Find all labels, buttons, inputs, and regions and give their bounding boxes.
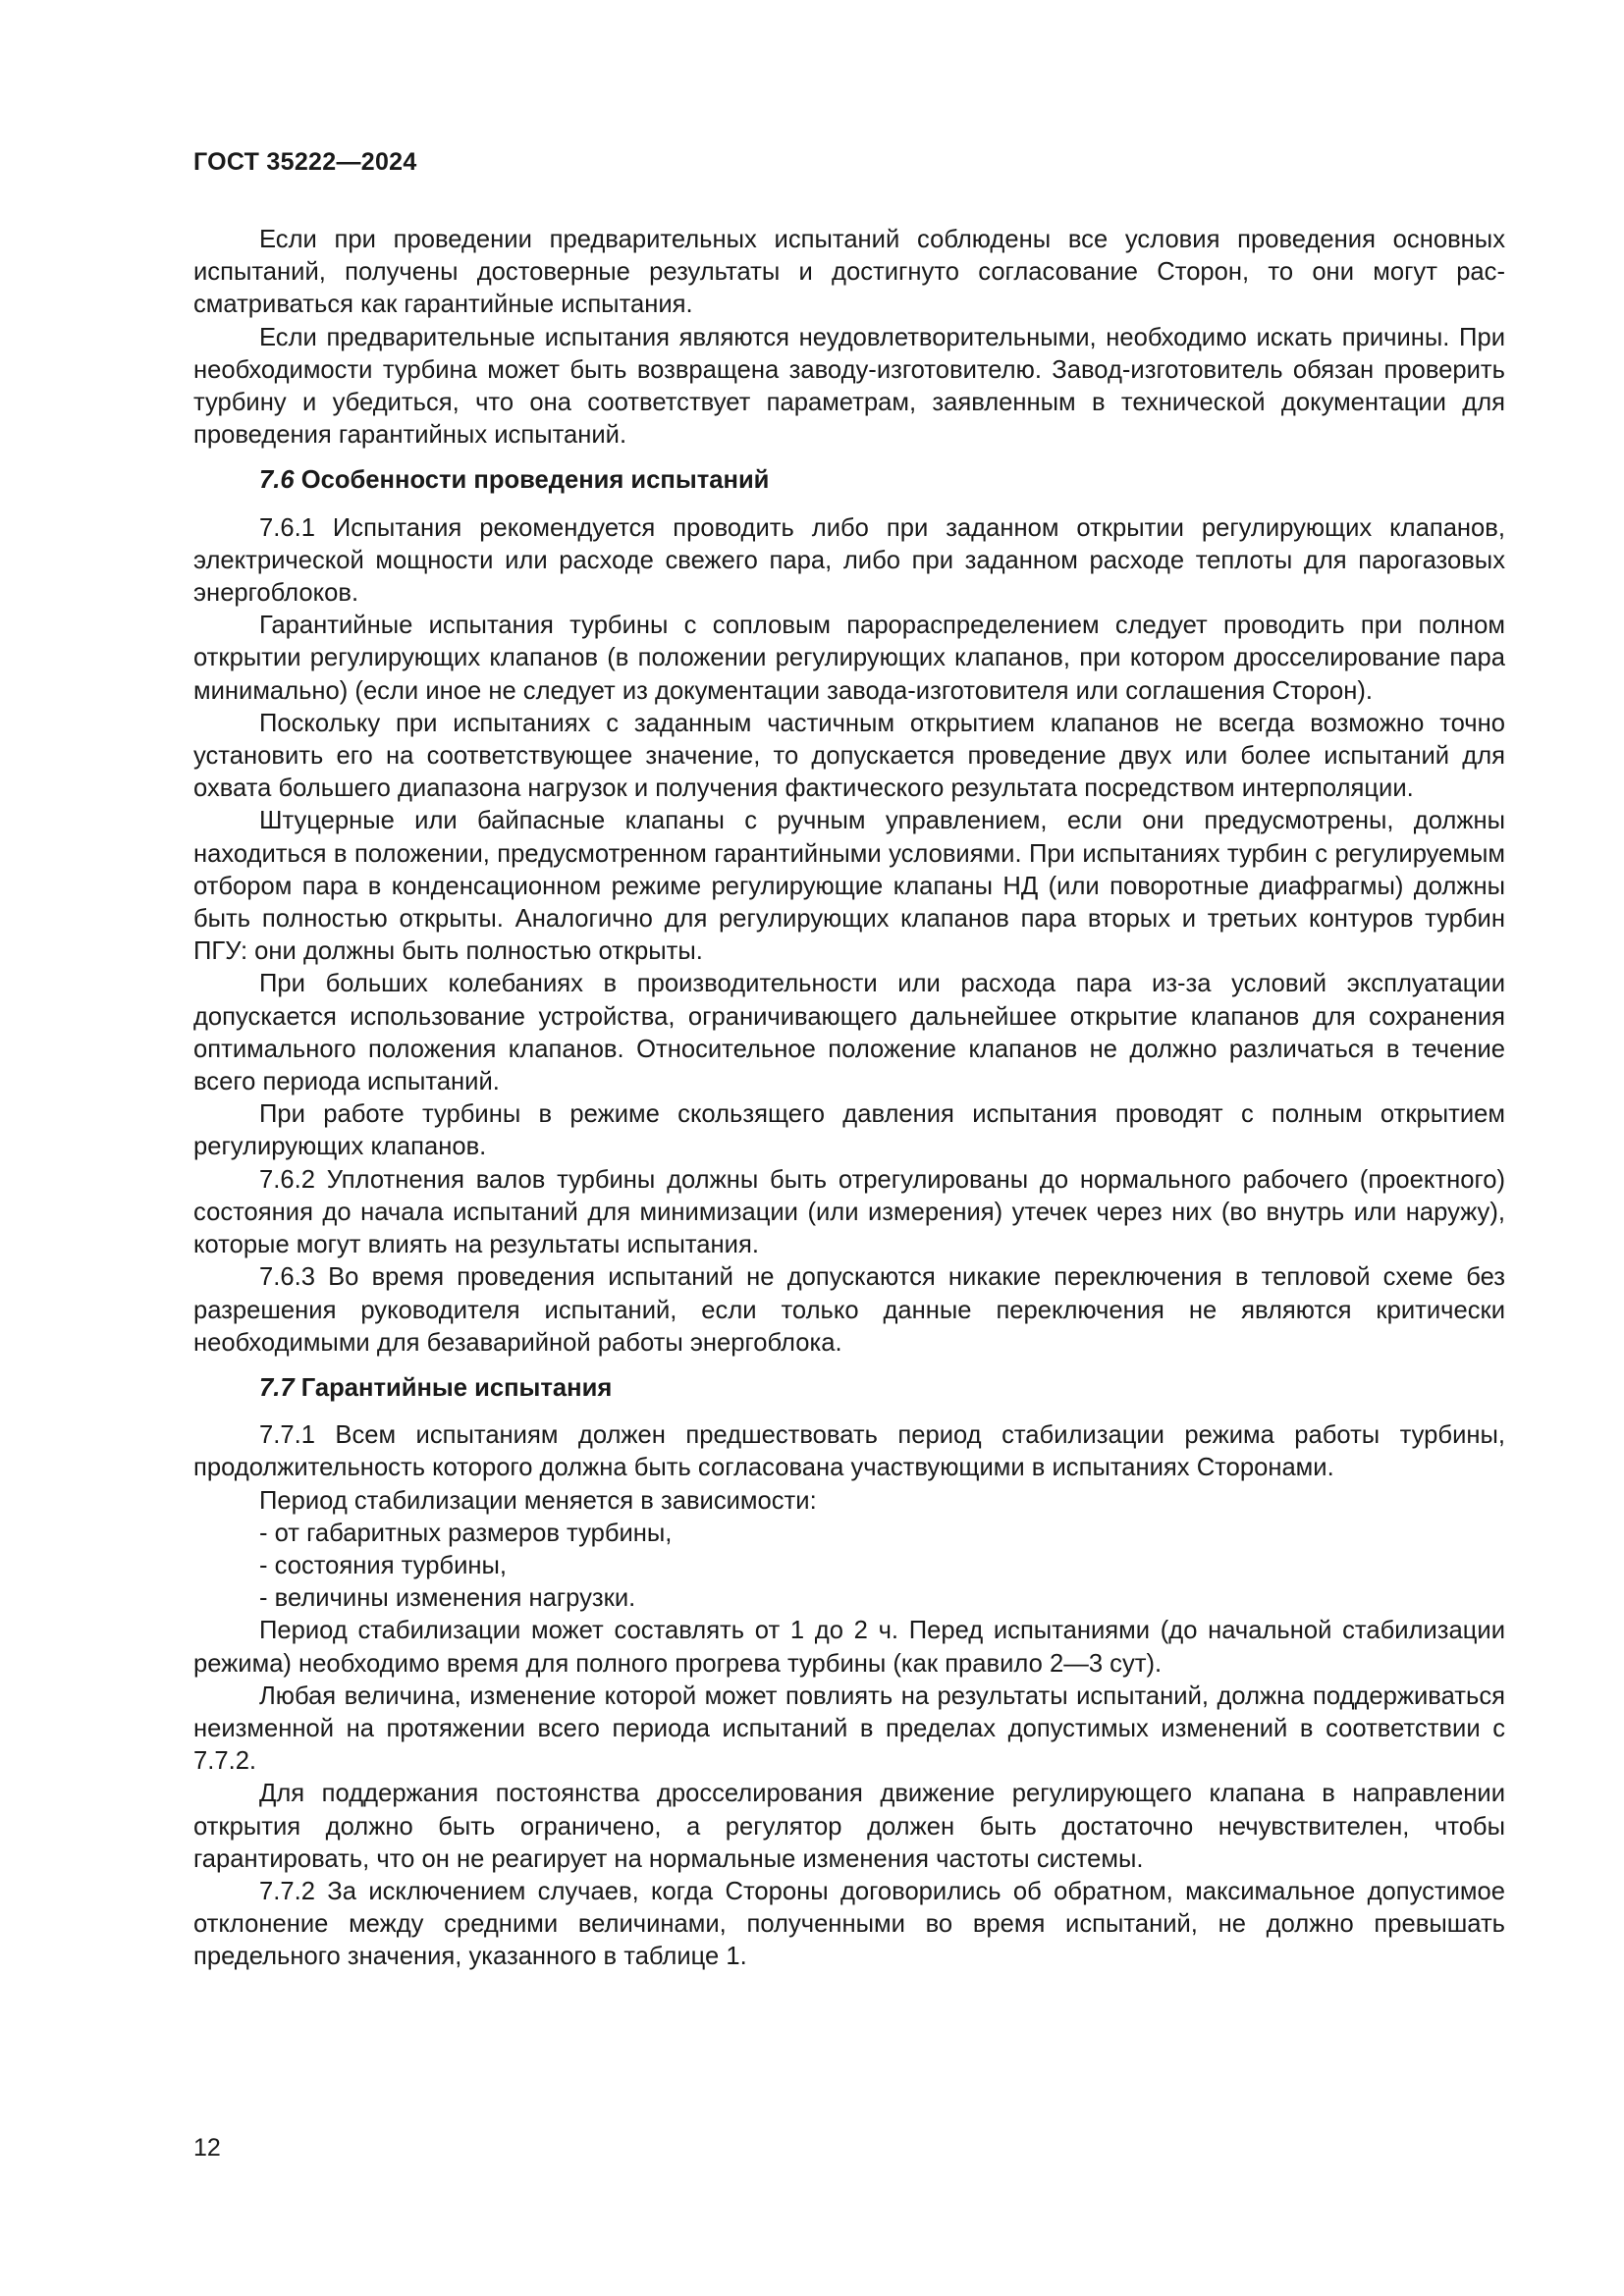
list-item: - от габаритных размеров турбины, <box>259 1519 673 1547</box>
section-heading-7-7 <box>193 1372 1505 1405</box>
paragraph: Если предварительные испытания являются неудовлетворительными, необходимо искать причины. При необходимости турбина может быть возвращена заводу-изготовителю. Завод-изготовитель обязан проверить турбину и убедиться, что она соответствует параметрам, заявленным в технической документации для проведения гарантийных испытаний. <box>193 323 1505 450</box>
paragraph: Поскольку при испытаниях с заданным частичным открытием клапанов не всегда возможно точно установить его на соответствующее значение, то допускается проведение двух или более испытаний для охвата большего диапазона нагрузок и получения фактического результата посредством интерполяции. <box>193 709 1505 803</box>
paragraph: Период стабилизации меняется в зависимости: <box>259 1486 817 1515</box>
paragraph: Любая величина, изменение которой может повлиять на результаты испытаний, должна поддерживаться неизменной на протяжении всего периода испытаний в пределах допустимых изменений в соответствии с 7.7.2. <box>193 1682 1505 1776</box>
paragraph: Штуцерные или байпасные клапаны с ручным управлением, если они предусмотрены, должны находиться в положении, предусмотренном гарантийными условиями. При испытаниях турбин с регулируемым отбором пара в конденсационном режиме регулирующие клапаны НД (или поворотные диафрагмы) должны быть полностью открыты. Аналогично для регулирующих клапанов пара вторых и третьих контуров турбин ПГУ: они должны быть полностью открыты. <box>193 807 1505 966</box>
paragraph: Если при проведении предварительных испытаний соблюдены все условия проведения основных испытаний, получены достоверные результаты и достигнуто согласование Сторон, то они могут рассматриваться как гарантийные испытания. <box>193 226 1505 319</box>
paragraph: При работе турбины в режиме скользящего давления испытания проводят с полным открытием регулирующих клапанов. <box>193 1100 1505 1161</box>
document-header: ГОСТ 35222—2024 <box>193 148 417 176</box>
list-item: - состояния турбины, <box>259 1551 508 1579</box>
section-number: 7.6 <box>259 466 295 495</box>
section-heading-7-6 <box>193 464 1505 497</box>
section-title: Гарантийные испытания <box>300 1373 613 1402</box>
section-title: Особенности проведения испытаний <box>300 466 770 495</box>
page-number: 12 <box>193 2134 221 2162</box>
paragraph: При больших колебаниях в производительности или расхода пара из-за условий эксплуатации допускается использование устройства, ограничивающего дальнейшее открытие клапанов для сохранения оптимального положения клапанов. Относительное положение клапанов не должно различаться в течение всего периода испытаний. <box>193 970 1505 1096</box>
page-content <box>193 224 1505 1974</box>
paragraph: Для поддержания постоянства дросселирования движение регулирующего клапана в направлении открытия должно быть ограничено, а регулятор должен быть достаточно нечувствителен, чтобы гарантировать, что он не реагирует на нормальные изменения частоты системы. <box>193 1780 1505 1873</box>
section-number: 7.7 <box>259 1373 295 1402</box>
paragraph: 7.6.3 Во время проведения испытаний не допускаются никакие переключения в тепловой схеме без разрешения руководителя испытаний, если только данные переключения не являются критически необходимыми для безаварийной работы энергоблока. <box>193 1263 1505 1357</box>
list-item: - величины изменения нагрузки. <box>259 1584 636 1613</box>
paragraph: 7.7.1 Всем испытаниям должен предшествовать период стабилизации режима работы турбины, продолжительность которого должна быть согласована участвующими в испытаниях Сторонами. <box>193 1421 1505 1482</box>
paragraph: Гарантийные испытания турбины с сопловым парораспределением следует проводить при полном открытии регулирующих клапанов (в положении регулирующих клапанов, при котором дросселирование пара минимально) (если иное не следует из документации завода-изготовителя или соглашения Сторон). <box>193 612 1505 705</box>
paragraph: Период стабилизации может составлять от 1 до 2 ч. Перед испытаниями (до начальной стабилизации режима) необходимо время для полного прогрева турбины (как правило 2—3 сут). <box>193 1617 1505 1678</box>
paragraph: 7.6.1 Испытания рекомендуется проводить либо при заданном открытии регулирующих клапанов, электрической мощности или расходе свежего пара, либо при заданном расходе теплоты для парогазовых энергоблоков. <box>193 513 1505 608</box>
paragraph: 7.6.2 Уплотнения валов турбины должны быть отрегулированы до нормального рабочего (проектного) состояния до начала испытаний для минимизации (или измерения) утечек через них (во внутрь или наружу), которые могут влиять на результаты испытания. <box>193 1165 1505 1259</box>
paragraph: 7.7.2 За исключением случаев, когда Стороны договорились об обратном, максимальное допустимое отклонение между средними величинами, полученными во время испытаний, не должно превышать предельного значения, указанного в таблице 1. <box>193 1877 1505 1971</box>
